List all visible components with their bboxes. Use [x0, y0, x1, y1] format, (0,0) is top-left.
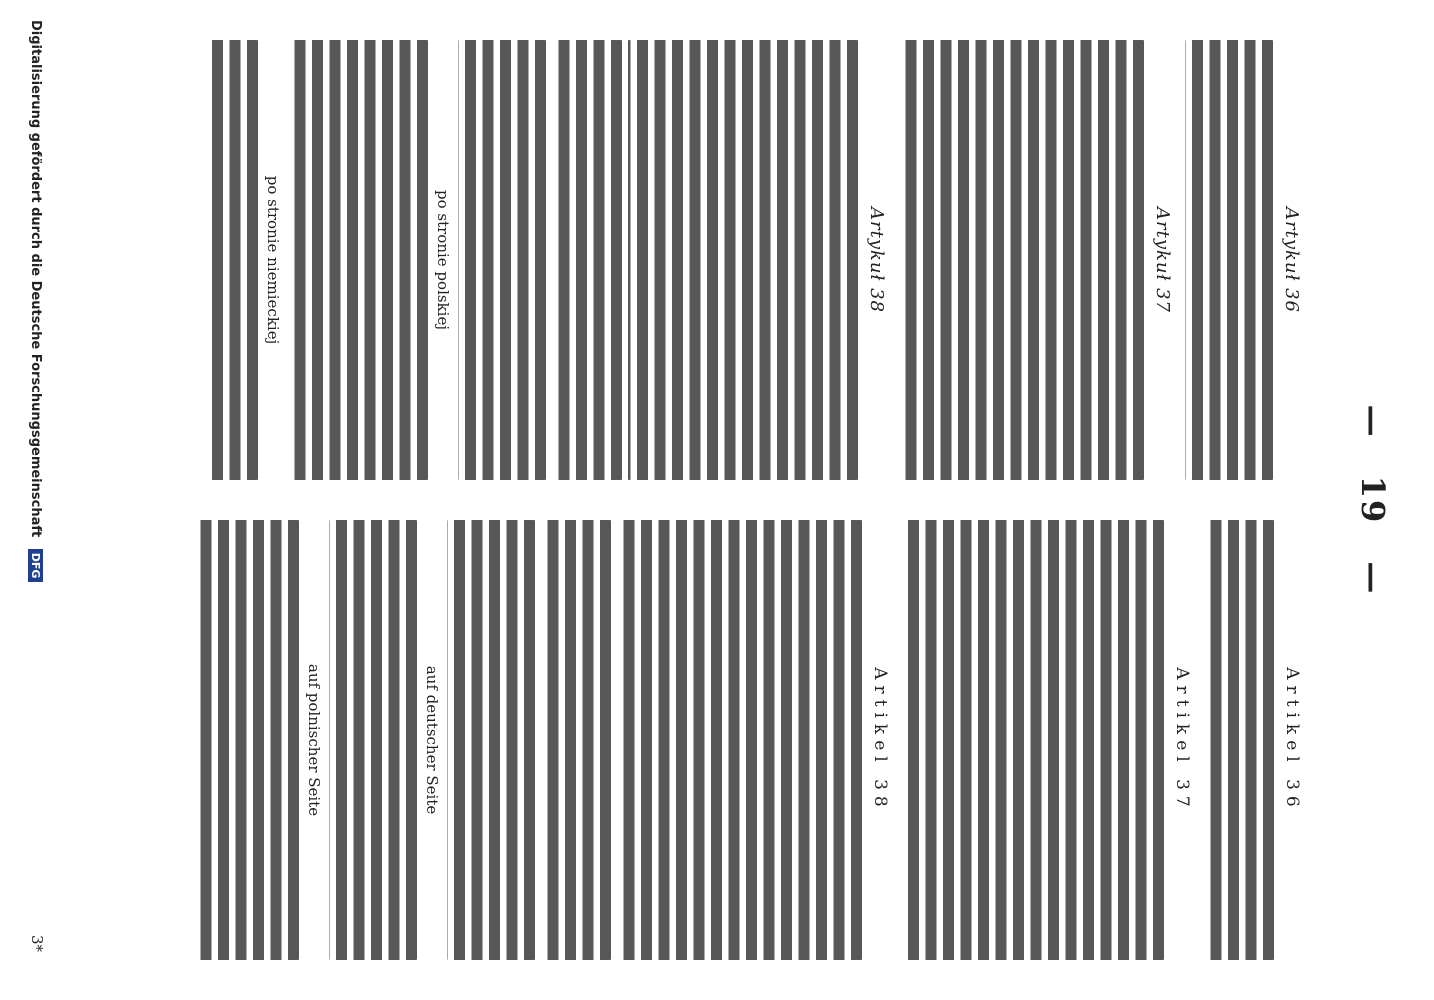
polish-column: [200, 40, 1314, 480]
de-auf-polnischer-seite: auf polnischer Seite: [305, 663, 323, 817]
pl-strona-polska: po stronie polskiej: [434, 190, 452, 330]
pl-art38-p1-lines: [628, 40, 858, 480]
de-auf-deutscher-seite: auf deutscher Seite: [423, 665, 441, 815]
pl-art38-p1: [628, 40, 858, 480]
de-art38-p3: [447, 520, 535, 960]
de-german-side-text: [329, 520, 417, 960]
signature-mark: 3*: [28, 934, 46, 952]
digitization-text: Digitalisierung gefördert durch die Deutsche Forschungsgemeinschaft: [28, 20, 43, 538]
pl-art36-text: [1185, 40, 1273, 480]
de-art37-text: [902, 520, 1164, 960]
de-art38-heading: Artikel 38: [870, 667, 890, 813]
dfg-logo: DFG: [27, 548, 44, 584]
de-art36-text: [1204, 520, 1274, 960]
de-art38-p1: [617, 520, 862, 960]
de-polish-side-text: [194, 520, 299, 960]
pl-strona-niemiecka: po stronie niemieckiej: [264, 175, 282, 345]
de-art38-p1-lines: [617, 520, 862, 960]
de-art38-p2: [541, 520, 611, 960]
pl-polish-side-lines: [288, 40, 428, 480]
pl-art38-p2: [552, 40, 622, 480]
german-column: [188, 520, 1314, 960]
digitization-footer: [27, 20, 44, 583]
pl-polish-side-text: [288, 40, 428, 480]
de-art36-heading: Artikel 36: [1282, 667, 1302, 813]
page-number-value: 19: [1354, 475, 1392, 525]
pl-art36-heading: Artykuł 36: [1281, 207, 1302, 313]
de-art37-lines: [902, 520, 1164, 960]
pl-art38-heading: Artykuł 38: [866, 207, 887, 313]
pl-art38-p3: [458, 40, 546, 480]
pl-art37-lines: [899, 40, 1144, 480]
pl-art37-text: [899, 40, 1144, 480]
de-art37-heading: Artikel 37: [1172, 667, 1192, 813]
page-number: — 19 —: [1354, 404, 1392, 596]
pl-art37-heading: Artykuł 37: [1152, 207, 1173, 313]
pl-german-side-text: [206, 40, 258, 480]
